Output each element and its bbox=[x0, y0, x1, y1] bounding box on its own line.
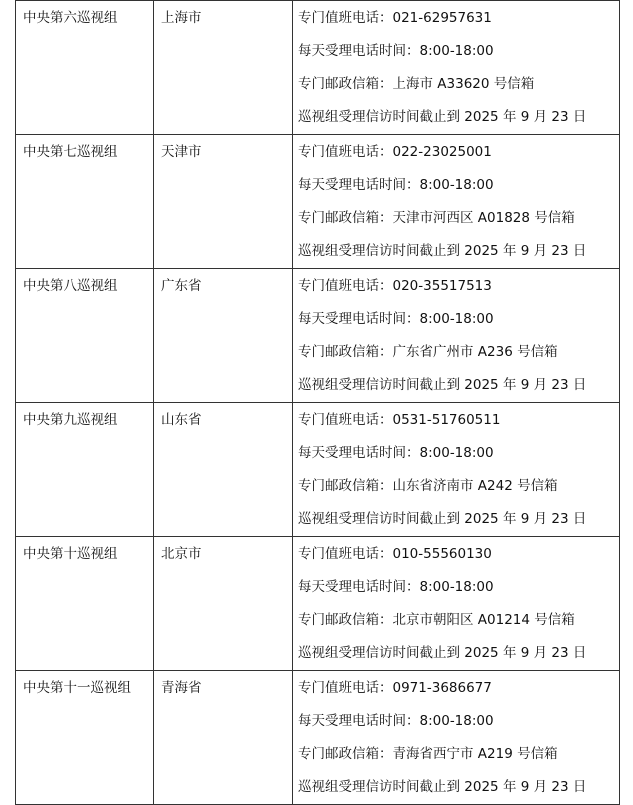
group-name-cell bbox=[16, 403, 154, 537]
group-name: 中央第六巡视组 bbox=[23, 10, 118, 26]
group-name-cell bbox=[16, 671, 154, 805]
mailbox-line: 专门邮政信箱：山东省济南市 A242 号信箱 bbox=[298, 478, 558, 494]
group-name: 中央第七巡视组 bbox=[23, 144, 118, 160]
region-cell bbox=[154, 269, 293, 403]
phone-line: 专门值班电话：0531-51760511 bbox=[298, 412, 501, 428]
mailbox-line: 专门邮政信箱：广东省广州市 A236 号信箱 bbox=[298, 344, 558, 360]
contact-details-cell bbox=[293, 537, 620, 671]
group-name-cell bbox=[16, 269, 154, 403]
mailbox-line: 专门邮政信箱：青海省西宁市 A219 号信箱 bbox=[298, 746, 558, 762]
contact-details-cell bbox=[293, 671, 620, 805]
region-name: 北京市 bbox=[161, 546, 202, 562]
group-name-cell bbox=[16, 135, 154, 269]
phone-line: 专门值班电话：022-23025001 bbox=[298, 144, 492, 160]
mailbox-line: 专门邮政信箱：上海市 A33620 号信箱 bbox=[298, 76, 535, 92]
region-name: 广东省 bbox=[161, 278, 202, 294]
deadline-line: 巡视组受理信访时间截止到 2025 年 9 月 23 日 bbox=[298, 377, 587, 393]
hours-line: 每天受理电话时间：8:00-18:00 bbox=[298, 445, 494, 461]
deadline-line: 巡视组受理信访时间截止到 2025 年 9 月 23 日 bbox=[298, 243, 587, 259]
group-name: 中央第十一巡视组 bbox=[23, 680, 131, 696]
table-row bbox=[16, 537, 620, 671]
deadline-line: 巡视组受理信访时间截止到 2025 年 9 月 23 日 bbox=[298, 511, 587, 527]
phone-line: 专门值班电话：020-35517513 bbox=[298, 278, 492, 294]
hours-line: 每天受理电话时间：8:00-18:00 bbox=[298, 177, 494, 193]
hours-line: 每天受理电话时间：8:00-18:00 bbox=[298, 579, 494, 595]
table-row bbox=[16, 671, 620, 805]
inspection-groups-table bbox=[15, 0, 620, 805]
table-row bbox=[16, 403, 620, 537]
region-name: 上海市 bbox=[161, 10, 202, 26]
region-cell bbox=[154, 671, 293, 805]
deadline-line: 巡视组受理信访时间截止到 2025 年 9 月 23 日 bbox=[298, 109, 587, 125]
region-cell bbox=[154, 537, 293, 671]
deadline-line: 巡视组受理信访时间截止到 2025 年 9 月 23 日 bbox=[298, 779, 587, 795]
region-name: 青海省 bbox=[161, 680, 202, 696]
group-name: 中央第十巡视组 bbox=[23, 546, 118, 562]
mailbox-line: 专门邮政信箱：北京市朝阳区 A01214 号信箱 bbox=[298, 612, 575, 628]
group-name: 中央第八巡视组 bbox=[23, 278, 118, 294]
region-cell bbox=[154, 403, 293, 537]
table-row bbox=[16, 1, 620, 135]
group-name-cell bbox=[16, 1, 154, 135]
contact-details-cell bbox=[293, 135, 620, 269]
phone-line: 专门值班电话：021-62957631 bbox=[298, 10, 492, 26]
group-name-cell bbox=[16, 537, 154, 671]
hours-line: 每天受理电话时间：8:00-18:00 bbox=[298, 713, 494, 729]
phone-line: 专门值班电话：010-55560130 bbox=[298, 546, 492, 562]
region-name: 天津市 bbox=[161, 144, 202, 160]
hours-line: 每天受理电话时间：8:00-18:00 bbox=[298, 43, 494, 59]
contact-details-cell bbox=[293, 269, 620, 403]
table-row bbox=[16, 135, 620, 269]
contact-details-cell bbox=[293, 1, 620, 135]
hours-line: 每天受理电话时间：8:00-18:00 bbox=[298, 311, 494, 327]
region-cell bbox=[154, 135, 293, 269]
region-cell bbox=[154, 1, 293, 135]
deadline-line: 巡视组受理信访时间截止到 2025 年 9 月 23 日 bbox=[298, 645, 587, 661]
group-name: 中央第九巡视组 bbox=[23, 412, 118, 428]
contact-details-cell bbox=[293, 403, 620, 537]
phone-line: 专门值班电话：0971-3686677 bbox=[298, 680, 492, 696]
table-row bbox=[16, 269, 620, 403]
region-name: 山东省 bbox=[161, 412, 202, 428]
mailbox-line: 专门邮政信箱：天津市河西区 A01828 号信箱 bbox=[298, 210, 575, 226]
